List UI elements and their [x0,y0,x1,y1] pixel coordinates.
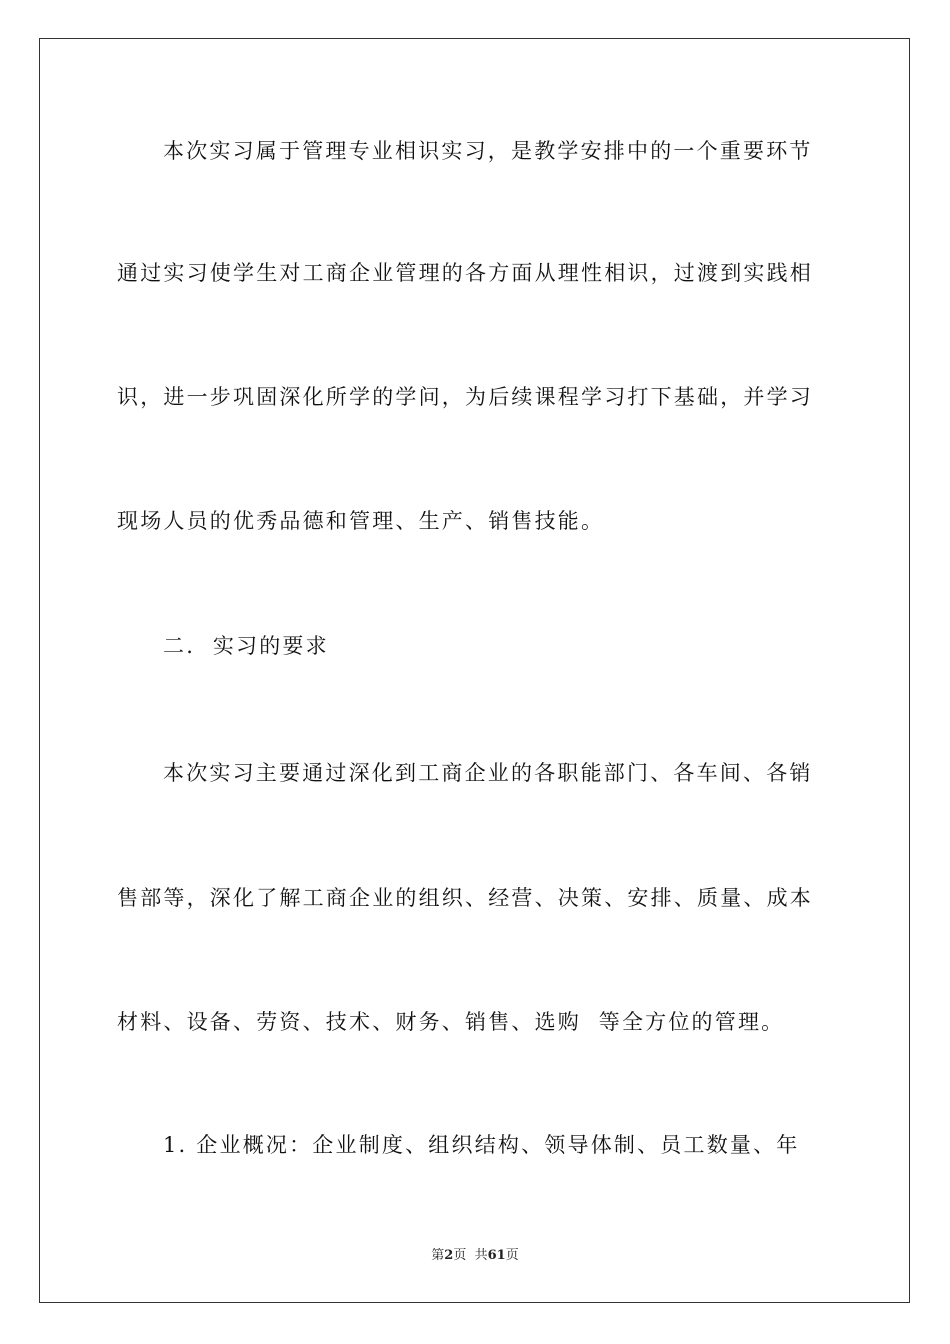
paragraph-line: 本次实习属于管理专业相识实习，是教学安排中的一个重要环节 [163,139,813,163]
list-item: 1. 企业概况：企业制度、组织结构、领导体制、员工数量、年 [163,1133,800,1157]
footer-prefix: 第 [431,1248,445,1263]
page-footer [0,1247,950,1265]
paragraph-line: 售部等，深化了解工商企业的组织、经营、决策、安排、质量、成本 [117,886,813,910]
paragraph-line: 材料、设备、劳资、技术、财务、销售、选购 等全方位的管理。 [117,1010,785,1034]
total-pages-number: 61 [487,1248,506,1263]
page-border [39,38,910,1303]
section-heading: 二. 实习的要求 [163,634,329,658]
paragraph-line: 现场人员的优秀品德和管理、生产、销售技能。 [117,509,605,533]
paragraph-line: 识，进一步巩固深化所学的学问，为后续课程学习打下基础，并学习 [117,385,813,409]
footer-suffix: 页 [505,1248,519,1263]
current-page-number: 2 [444,1248,454,1263]
paragraph-line: 通过实习使学生对工商企业管理的各方面从理性相识，过渡到实践相 [117,261,813,285]
paragraph-line: 本次实习主要通过深化到工商企业的各职能部门、各车间、各销 [163,761,813,785]
footer-mid: 页 共 [453,1248,488,1263]
